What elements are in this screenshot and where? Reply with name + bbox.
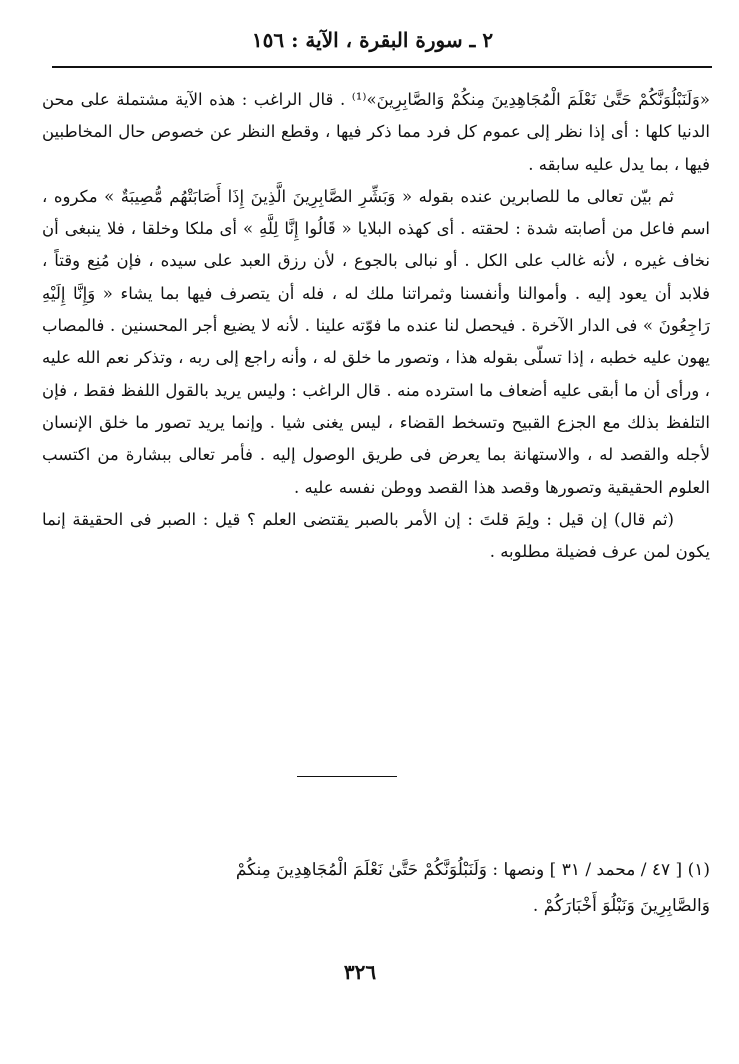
footnote-line: (١) [ ٤٧ / محمد / ٣١ ] ونصها : وَلَنَبْلُوَنَّكُمْ حَتَّىٰ نَعْلَمَ الْمُجَاهِدِينَ مِنكُمْ bbox=[235, 860, 710, 880]
running-header: ٢ ـ سورة البقرة ، الآية : ١٥٦ bbox=[251, 28, 494, 52]
paragraph: (ثم قال) إن قيل : ولِمَ قلتَ : إن الأمر بالصبر يقتضى العلم ؟ قيل : الصبر فى الحقيقة إنما يكون لمن عرف فضيلة مطلوبه . bbox=[42, 509, 710, 562]
header-divider bbox=[52, 66, 712, 68]
main-text bbox=[42, 84, 710, 568]
page-number: ٣٢٦ bbox=[343, 960, 377, 984]
paragraph: ثم بيّن تعالى ما للصابرين عنده بقوله « وَبَشِّرِ الصَّابِرِينَ الَّذِينَ إِذَا أَصَابَتْهُم مُّصِيبَةٌ » مكروه ، اسم فاعل من أصابته شدة : لحقته . أى كهذه البلايا « قَالُوا إِنَّا لِلَّهِ » أى ملكا وخلقا ، فلا ينبغى أن نخاف غيره ، لأنه غالب على الكل . أو نبالى بالجوع ، لأن رزق العبد على سيده ، فإن مُنِع وقتاً ، فلابد أن يعود إليه . وأموالنا وأنفسنا وثمراتنا ملك له ، فله أن يتصرف فيها بما يشاء « وَإِنَّا إِلَيْهِ رَاجِعُونَ » فى الدار الآخرة . فيحصل لنا عنده ما فوّته علينا . لأنه لا يضيع أجر المحسنين . فالمصاب يهون عليه خطبه ، إذا تسلّى بقوله هذا ، وتصور ما خلق له ، وأنه راجع إلى ربه ، وتذكر نعم الله عليه ، ورأى أن ما أبقى عليه أضعاف ما استرده منه . قال الراغب : وليس يريد بالقول اللفظ فقط ، فإن التلفظ بذلك مع الجزع القبيح وتسخط القضاء ، ليس يغنى شيا . وإنما يريد تصور ما خلق الإنسان لأجله والقصد له ، والاستهانة بما يعرض فى طريق الوصول إليه . فأمر تعالى ببشارة من اكتسب العلوم الحقيقية وتصورها وقصد هذا القصد ووطن نفسه عليه . bbox=[42, 186, 710, 497]
paragraph: «وَلَنَبْلُوَنَّكُمْ حَتَّىٰ نَعْلَمَ الْمُجَاهِدِينَ مِنكُمْ وَالصَّابِرِينَ»⁽¹⁾ . قال الراغب : هذه الآية مشتملة على محن الدنيا كلها : أى إذا نظر إلى عموم كل فرد مما ذكر فيها ، وقطع النظر عن خصوص حال المخاطبين فيها ، بما يدل عليه سابقه . bbox=[42, 90, 710, 174]
footnote bbox=[40, 852, 710, 924]
footnote-divider bbox=[297, 776, 397, 777]
footnote-line: وَالصَّابِرِينَ وَنَبْلُوَ أَخْبَارَكُمْ . bbox=[532, 896, 710, 916]
